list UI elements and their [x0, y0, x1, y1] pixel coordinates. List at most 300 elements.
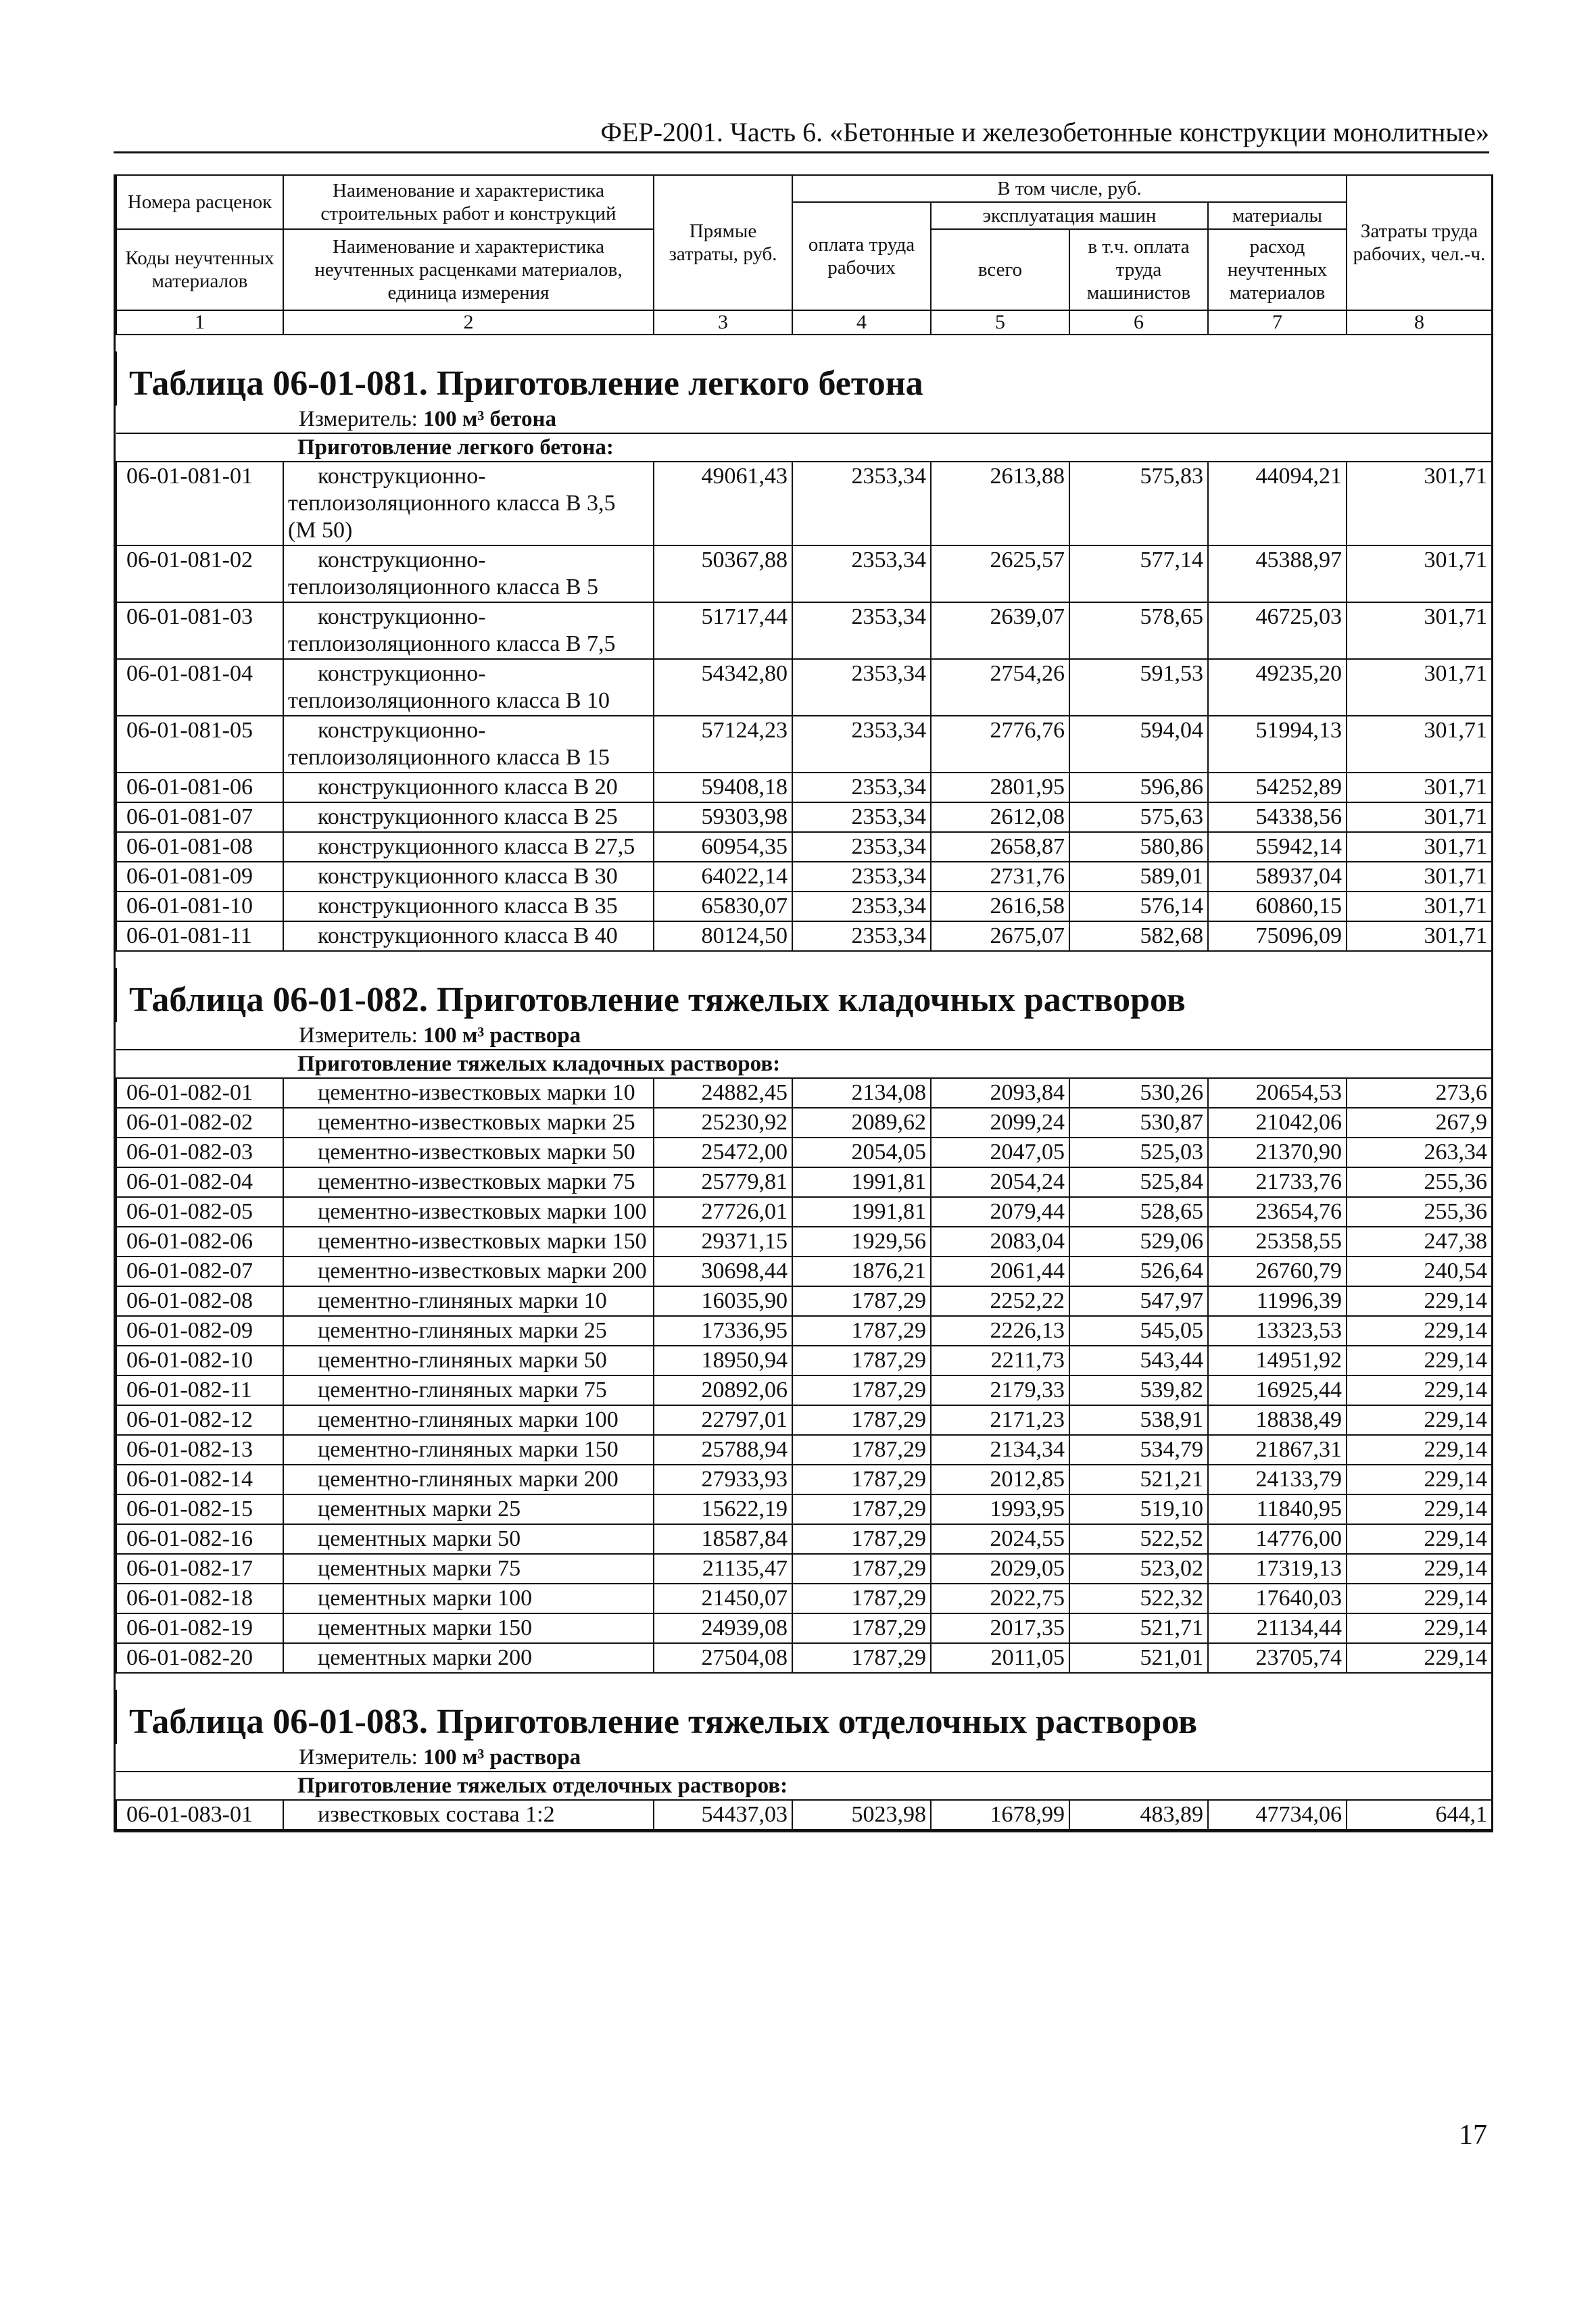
- rate-name-text: конструкционно-теплоизоляционного класса В 7,5: [288, 604, 616, 656]
- col-header-name: Наименование и характеристика строительных работ и конструкций: [283, 175, 654, 229]
- meter-value: 100 м³ раствора: [423, 1745, 581, 1770]
- worker-wages: 2134,08: [792, 1078, 931, 1108]
- rate-name-text: цементно-известковых марки 25: [318, 1110, 635, 1135]
- machinist-wages: 534,79: [1069, 1435, 1208, 1465]
- direct-costs: 15622,19: [654, 1494, 792, 1524]
- direct-costs: 20892,06: [654, 1375, 792, 1405]
- worker-wages: 1991,81: [792, 1167, 931, 1197]
- worker-wages: 1787,29: [792, 1584, 931, 1613]
- machine-costs: 2022,75: [931, 1584, 1069, 1613]
- machine-costs: 2047,05: [931, 1138, 1069, 1167]
- table-row: [116, 1613, 1492, 1643]
- rate-name-text: цементно-известковых марки 100: [318, 1199, 647, 1224]
- table-row: [116, 1078, 1492, 1108]
- machinist-wages: 545,05: [1069, 1316, 1208, 1346]
- worker-wages: 2353,34: [792, 716, 931, 773]
- labor-hours: 229,14: [1347, 1584, 1492, 1613]
- machine-costs: 1993,95: [931, 1494, 1069, 1524]
- rate-code: 06-01-082-06: [116, 1227, 283, 1257]
- rate-code: 06-01-082-13: [116, 1435, 283, 1465]
- rate-code: 06-01-082-19: [116, 1613, 283, 1643]
- section-spacer: [116, 335, 1492, 351]
- materials-cost: 75096,09: [1208, 921, 1347, 951]
- machine-costs: 2079,44: [931, 1197, 1069, 1227]
- direct-costs: 21135,47: [654, 1554, 792, 1584]
- materials-cost: 23705,74: [1208, 1643, 1347, 1673]
- machinist-wages: 519,10: [1069, 1494, 1208, 1524]
- machinist-wages: 594,04: [1069, 716, 1208, 773]
- direct-costs: 25788,94: [654, 1435, 792, 1465]
- table-row: [116, 545, 1492, 602]
- rate-code: 06-01-081-04: [116, 659, 283, 716]
- col-header-name-b: Наименование и характеристика неучтенных расценками материалов, единица измерения: [283, 229, 654, 310]
- direct-costs: 29371,15: [654, 1227, 792, 1257]
- rate-name: [283, 1800, 654, 1830]
- machinist-wages: 539,82: [1069, 1375, 1208, 1405]
- materials-cost: 47734,06: [1208, 1800, 1347, 1830]
- table-row: [116, 1346, 1492, 1375]
- rate-code: 06-01-082-03: [116, 1138, 283, 1167]
- worker-wages: 1929,56: [792, 1227, 931, 1257]
- machinist-wages: 521,01: [1069, 1643, 1208, 1673]
- materials-cost: 49235,20: [1208, 659, 1347, 716]
- materials-cost: 58937,04: [1208, 862, 1347, 892]
- table-row: [116, 1375, 1492, 1405]
- worker-wages: 2353,34: [792, 602, 931, 659]
- rate-name: [283, 1494, 654, 1524]
- meter-row: [116, 406, 1492, 433]
- labor-hours: 229,14: [1347, 1346, 1492, 1375]
- materials-cost: 46725,03: [1208, 602, 1347, 659]
- group-label: Приготовление тяжелых отделочных растворов:: [116, 1772, 1492, 1800]
- machinist-wages: 576,14: [1069, 892, 1208, 921]
- labor-hours: 255,36: [1347, 1167, 1492, 1197]
- rates-table: [114, 174, 1493, 1832]
- rate-name-text: конструкционно-теплоизоляционного класса В 3,5 (М 50): [288, 464, 616, 543]
- worker-wages: 2353,34: [792, 545, 931, 602]
- column-number: 5: [931, 310, 1069, 335]
- machinist-wages: 589,01: [1069, 862, 1208, 892]
- rate-name: [283, 1346, 654, 1375]
- machine-costs: 2801,95: [931, 773, 1069, 802]
- machine-costs: 2099,24: [931, 1108, 1069, 1138]
- table-row: [116, 832, 1492, 862]
- meter-text: [116, 1744, 1492, 1772]
- labor-hours: 301,71: [1347, 773, 1492, 802]
- labor-hours: 255,36: [1347, 1197, 1492, 1227]
- column-number: 7: [1208, 310, 1347, 335]
- machinist-wages: 530,26: [1069, 1078, 1208, 1108]
- rate-code: 06-01-082-14: [116, 1465, 283, 1494]
- labor-hours: 229,14: [1347, 1375, 1492, 1405]
- labor-hours: 247,38: [1347, 1227, 1492, 1257]
- direct-costs: 25779,81: [654, 1167, 792, 1197]
- rate-name: [283, 1584, 654, 1613]
- labor-hours: 229,14: [1347, 1524, 1492, 1554]
- table-row: [116, 1286, 1492, 1316]
- materials-cost: 21042,06: [1208, 1108, 1347, 1138]
- rate-name: [283, 1643, 654, 1673]
- rate-name-text: конструкционно-теплоизоляционного класса В 10: [288, 661, 610, 713]
- machine-costs: 2093,84: [931, 1078, 1069, 1108]
- column-number: 3: [654, 310, 792, 335]
- direct-costs: 30698,44: [654, 1257, 792, 1286]
- rate-name: [283, 1138, 654, 1167]
- meter-label: Измеритель:: [299, 407, 418, 431]
- table-row: [116, 659, 1492, 716]
- labor-hours: 301,71: [1347, 802, 1492, 832]
- spacer-cell: [116, 335, 1492, 351]
- direct-costs: 21450,07: [654, 1584, 792, 1613]
- rate-code: 06-01-082-11: [116, 1375, 283, 1405]
- labor-hours: 301,71: [1347, 602, 1492, 659]
- materials-cost: 14951,92: [1208, 1346, 1347, 1375]
- rates-grid: [116, 174, 1493, 1830]
- worker-wages: 1991,81: [792, 1197, 931, 1227]
- column-number: 4: [792, 310, 931, 335]
- direct-costs: 25472,00: [654, 1138, 792, 1167]
- direct-costs: 25230,92: [654, 1108, 792, 1138]
- machine-costs: 2613,88: [931, 462, 1069, 545]
- rate-code: 06-01-082-09: [116, 1316, 283, 1346]
- worker-wages: 2089,62: [792, 1108, 931, 1138]
- worker-wages: 1787,29: [792, 1346, 931, 1375]
- group-label: Приготовление легкого бетона:: [116, 433, 1492, 462]
- labor-hours: 240,54: [1347, 1257, 1492, 1286]
- machine-costs: 2171,23: [931, 1405, 1069, 1435]
- direct-costs: 49061,43: [654, 462, 792, 545]
- col-header-labor: Затраты труда рабочих, чел.-ч.: [1347, 175, 1492, 310]
- direct-costs: 60954,35: [654, 832, 792, 862]
- col-header-machines-total: всего: [931, 229, 1069, 310]
- machinist-wages: 525,03: [1069, 1138, 1208, 1167]
- worker-wages: 2353,34: [792, 862, 931, 892]
- rate-name: [283, 1257, 654, 1286]
- column-number: 1: [116, 310, 283, 335]
- rate-name: [283, 1524, 654, 1554]
- direct-costs: 54437,03: [654, 1800, 792, 1830]
- rate-name-text: конструкционного класса В 40: [318, 923, 618, 948]
- labor-hours: 301,71: [1347, 832, 1492, 862]
- rate-name-text: конструкционного класса В 25: [318, 804, 618, 829]
- materials-cost: 16925,44: [1208, 1375, 1347, 1405]
- rate-name-text: конструкционного класса В 35: [318, 894, 618, 919]
- labor-hours: 229,14: [1347, 1435, 1492, 1465]
- machinist-wages: 575,63: [1069, 802, 1208, 832]
- materials-cost: 17640,03: [1208, 1584, 1347, 1613]
- direct-costs: 51717,44: [654, 602, 792, 659]
- labor-hours: 301,71: [1347, 462, 1492, 545]
- direct-costs: 59303,98: [654, 802, 792, 832]
- column-number: 8: [1347, 310, 1492, 335]
- direct-costs: 59408,18: [654, 773, 792, 802]
- machinist-wages: 578,65: [1069, 602, 1208, 659]
- col-header-incl: В том числе, руб.: [792, 175, 1347, 202]
- materials-cost: 13323,53: [1208, 1316, 1347, 1346]
- rate-code: 06-01-081-09: [116, 862, 283, 892]
- rate-name: [283, 862, 654, 892]
- table-row: [116, 1800, 1492, 1830]
- rate-code: 06-01-082-01: [116, 1078, 283, 1108]
- machinist-wages: 528,65: [1069, 1197, 1208, 1227]
- group-row: [116, 433, 1492, 462]
- materials-cost: 21370,90: [1208, 1138, 1347, 1167]
- rate-code: 06-01-081-08: [116, 832, 283, 862]
- rate-code: 06-01-082-17: [116, 1554, 283, 1584]
- rate-name-text: конструкционного класса В 20: [318, 775, 618, 800]
- machine-costs: 2226,13: [931, 1316, 1069, 1346]
- section-title: Таблица 06-01-082. Приготовление тяжелых кладочных растворов: [116, 968, 1492, 1022]
- labor-hours: 301,71: [1347, 892, 1492, 921]
- worker-wages: 2353,34: [792, 773, 931, 802]
- table-row: [116, 1435, 1492, 1465]
- materials-cost: 17319,13: [1208, 1554, 1347, 1584]
- machine-costs: 1678,99: [931, 1800, 1069, 1830]
- direct-costs: 24939,08: [654, 1613, 792, 1643]
- materials-cost: 20654,53: [1208, 1078, 1347, 1108]
- table-row: [116, 1494, 1492, 1524]
- rate-code: 06-01-082-12: [116, 1405, 283, 1435]
- machinist-wages: 483,89: [1069, 1800, 1208, 1830]
- table-row: [116, 862, 1492, 892]
- worker-wages: 5023,98: [792, 1800, 931, 1830]
- group-row: [116, 1050, 1492, 1078]
- column-number: 6: [1069, 310, 1208, 335]
- col-header-codes-b: Коды неучтенных материалов: [116, 229, 283, 310]
- section-title-row: [116, 351, 1492, 406]
- rate-name: [283, 716, 654, 773]
- col-header-materials: материалы: [1208, 202, 1347, 229]
- machinist-wages: 580,86: [1069, 832, 1208, 862]
- direct-costs: 16035,90: [654, 1286, 792, 1316]
- table-row: [116, 1465, 1492, 1494]
- table-row: [116, 1257, 1492, 1286]
- rate-name: [283, 1197, 654, 1227]
- machine-costs: 2029,05: [931, 1554, 1069, 1584]
- worker-wages: 2353,34: [792, 659, 931, 716]
- materials-cost: 26760,79: [1208, 1257, 1347, 1286]
- worker-wages: 1787,29: [792, 1494, 931, 1524]
- materials-cost: 54338,56: [1208, 802, 1347, 832]
- rate-name-text: цементных марки 50: [318, 1526, 521, 1551]
- worker-wages: 1787,29: [792, 1613, 931, 1643]
- rate-name: [283, 462, 654, 545]
- table-row: [116, 1643, 1492, 1673]
- rate-name-text: цементных марки 150: [318, 1615, 533, 1640]
- machinist-wages: 575,83: [1069, 462, 1208, 545]
- table-row: [116, 716, 1492, 773]
- machinist-wages: 522,32: [1069, 1584, 1208, 1613]
- column-header: [116, 175, 1492, 335]
- materials-cost: 21134,44: [1208, 1613, 1347, 1643]
- machine-costs: 2616,58: [931, 892, 1069, 921]
- section-spacer: [116, 951, 1492, 968]
- labor-hours: 301,71: [1347, 545, 1492, 602]
- table-row: [116, 773, 1492, 802]
- section-title: Таблица 06-01-083. Приготовление тяжелых отделочных растворов: [116, 1690, 1492, 1744]
- rate-name: [283, 921, 654, 951]
- rate-name: [283, 802, 654, 832]
- rate-name-text: цементно-известковых марки 150: [318, 1229, 647, 1254]
- rate-code: 06-01-082-04: [116, 1167, 283, 1197]
- rate-code: 06-01-083-01: [116, 1800, 283, 1830]
- machinist-wages: 526,64: [1069, 1257, 1208, 1286]
- col-header-direct: Прямые затраты, руб.: [654, 175, 792, 310]
- materials-cost: 18838,49: [1208, 1405, 1347, 1435]
- machinist-wages: 591,53: [1069, 659, 1208, 716]
- labor-hours: 229,14: [1347, 1316, 1492, 1346]
- group-row: [116, 1772, 1492, 1800]
- direct-costs: 64022,14: [654, 862, 792, 892]
- rate-code: 06-01-081-02: [116, 545, 283, 602]
- machine-costs: 2675,07: [931, 921, 1069, 951]
- meter-label: Измеритель:: [299, 1023, 418, 1048]
- rate-name: [283, 1316, 654, 1346]
- direct-costs: 54342,80: [654, 659, 792, 716]
- col-header-codes: Номера расценок: [116, 175, 283, 229]
- meter-text: [116, 406, 1492, 433]
- machinist-wages: 596,86: [1069, 773, 1208, 802]
- direct-costs: 65830,07: [654, 892, 792, 921]
- worker-wages: 2054,05: [792, 1138, 931, 1167]
- col-header-machinist-wages: в т.ч. оплата труда машинистов: [1069, 229, 1208, 310]
- direct-costs: 50367,88: [654, 545, 792, 602]
- rate-code: 06-01-081-10: [116, 892, 283, 921]
- rate-name-text: цементных марки 100: [318, 1586, 533, 1611]
- direct-costs: 24882,45: [654, 1078, 792, 1108]
- rate-name-text: цементно-глиняных марки 75: [318, 1378, 607, 1403]
- worker-wages: 1787,29: [792, 1405, 931, 1435]
- worker-wages: 2353,34: [792, 462, 931, 545]
- worker-wages: 1787,29: [792, 1375, 931, 1405]
- direct-costs: 27933,93: [654, 1465, 792, 1494]
- materials-cost: 45388,97: [1208, 545, 1347, 602]
- section-title: Таблица 06-01-081. Приготовление легкого бетона: [116, 351, 1492, 406]
- machinist-wages: 529,06: [1069, 1227, 1208, 1257]
- rate-name: [283, 602, 654, 659]
- direct-costs: 80124,50: [654, 921, 792, 951]
- table-row: [116, 1554, 1492, 1584]
- rate-name-text: цементных марки 75: [318, 1556, 521, 1581]
- materials-cost: 54252,89: [1208, 773, 1347, 802]
- table-row: [116, 1316, 1492, 1346]
- machine-costs: 2776,76: [931, 716, 1069, 773]
- labor-hours: 229,14: [1347, 1643, 1492, 1673]
- rate-name: [283, 1286, 654, 1316]
- rate-name-text: цементно-глиняных марки 25: [318, 1318, 607, 1343]
- machine-costs: 2179,33: [931, 1375, 1069, 1405]
- rate-name-text: конструкционно-теплоизоляционного класса В 15: [288, 718, 610, 770]
- machine-costs: 2083,04: [931, 1227, 1069, 1257]
- worker-wages: 1787,29: [792, 1435, 931, 1465]
- rate-code: 06-01-081-01: [116, 462, 283, 545]
- materials-cost: 21733,76: [1208, 1167, 1347, 1197]
- materials-cost: 24133,79: [1208, 1465, 1347, 1494]
- labor-hours: 229,14: [1347, 1554, 1492, 1584]
- rate-name-text: цементно-глиняных марки 10: [318, 1288, 607, 1313]
- rate-name-text: конструкционно-теплоизоляционного класса В 5: [288, 547, 599, 600]
- rate-code: 06-01-082-16: [116, 1524, 283, 1554]
- machine-costs: 2017,35: [931, 1613, 1069, 1643]
- machinist-wages: 547,97: [1069, 1286, 1208, 1316]
- direct-costs: 17336,95: [654, 1316, 792, 1346]
- machinist-wages: 523,02: [1069, 1554, 1208, 1584]
- machinist-wages: 577,14: [1069, 545, 1208, 602]
- machine-costs: 2024,55: [931, 1524, 1069, 1554]
- direct-costs: 57124,23: [654, 716, 792, 773]
- section-title-row: [116, 1690, 1492, 1744]
- worker-wages: 2353,34: [792, 832, 931, 862]
- rate-name-text: цементно-известковых марки 75: [318, 1169, 635, 1194]
- table-row: [116, 1227, 1492, 1257]
- page-number: 17: [1459, 2120, 1487, 2151]
- meter-label: Измеритель:: [299, 1745, 418, 1770]
- table-row: [116, 1197, 1492, 1227]
- table-row: [116, 602, 1492, 659]
- machinist-wages: 525,84: [1069, 1167, 1208, 1197]
- machine-costs: 2011,05: [931, 1643, 1069, 1673]
- rate-name-text: цементных марки 25: [318, 1496, 521, 1521]
- direct-costs: 18587,84: [654, 1524, 792, 1554]
- direct-costs: 18950,94: [654, 1346, 792, 1375]
- rate-name: [283, 1405, 654, 1435]
- rate-name: [283, 1167, 654, 1197]
- labor-hours: 229,14: [1347, 1494, 1492, 1524]
- section-spacer: [116, 1673, 1492, 1690]
- machinist-wages: 543,44: [1069, 1346, 1208, 1375]
- column-numbers-row: [116, 310, 1492, 335]
- machine-costs: 2639,07: [931, 602, 1069, 659]
- materials-cost: 44094,21: [1208, 462, 1347, 545]
- labor-hours: 229,14: [1347, 1286, 1492, 1316]
- machine-costs: 2061,44: [931, 1257, 1069, 1286]
- materials-cost: 11996,39: [1208, 1286, 1347, 1316]
- rate-name: [283, 1613, 654, 1643]
- table-row: [116, 802, 1492, 832]
- rate-name-text: цементно-известковых марки 50: [318, 1140, 635, 1165]
- rate-code: 06-01-082-05: [116, 1197, 283, 1227]
- table-sections: [116, 335, 1492, 1830]
- machinist-wages: 522,52: [1069, 1524, 1208, 1554]
- worker-wages: 2353,34: [792, 921, 931, 951]
- rate-code: 06-01-082-07: [116, 1257, 283, 1286]
- machinist-wages: 521,21: [1069, 1465, 1208, 1494]
- rate-name-text: цементно-глиняных марки 100: [318, 1407, 619, 1432]
- table-row: [116, 1138, 1492, 1167]
- rate-name-text: известковых состава 1:2: [318, 1802, 555, 1827]
- labor-hours: 229,14: [1347, 1613, 1492, 1643]
- machinist-wages: 521,71: [1069, 1613, 1208, 1643]
- machine-costs: 2054,24: [931, 1167, 1069, 1197]
- rate-code: 06-01-081-06: [116, 773, 283, 802]
- rate-code: 06-01-082-15: [116, 1494, 283, 1524]
- machine-costs: 2658,87: [931, 832, 1069, 862]
- rate-code: 06-01-082-10: [116, 1346, 283, 1375]
- labor-hours: 301,71: [1347, 921, 1492, 951]
- rate-name-text: цементно-глиняных марки 50: [318, 1348, 607, 1373]
- table-row: [116, 1405, 1492, 1435]
- rate-name: [283, 1078, 654, 1108]
- rate-code: 06-01-082-02: [116, 1108, 283, 1138]
- section-title-row: [116, 968, 1492, 1022]
- direct-costs: 22797,01: [654, 1405, 792, 1435]
- table-row: [116, 1108, 1492, 1138]
- worker-wages: 2353,34: [792, 892, 931, 921]
- worker-wages: 1787,29: [792, 1465, 931, 1494]
- group-label: Приготовление тяжелых кладочных растворов:: [116, 1050, 1492, 1078]
- materials-cost: 14776,00: [1208, 1524, 1347, 1554]
- materials-cost: 55942,14: [1208, 832, 1347, 862]
